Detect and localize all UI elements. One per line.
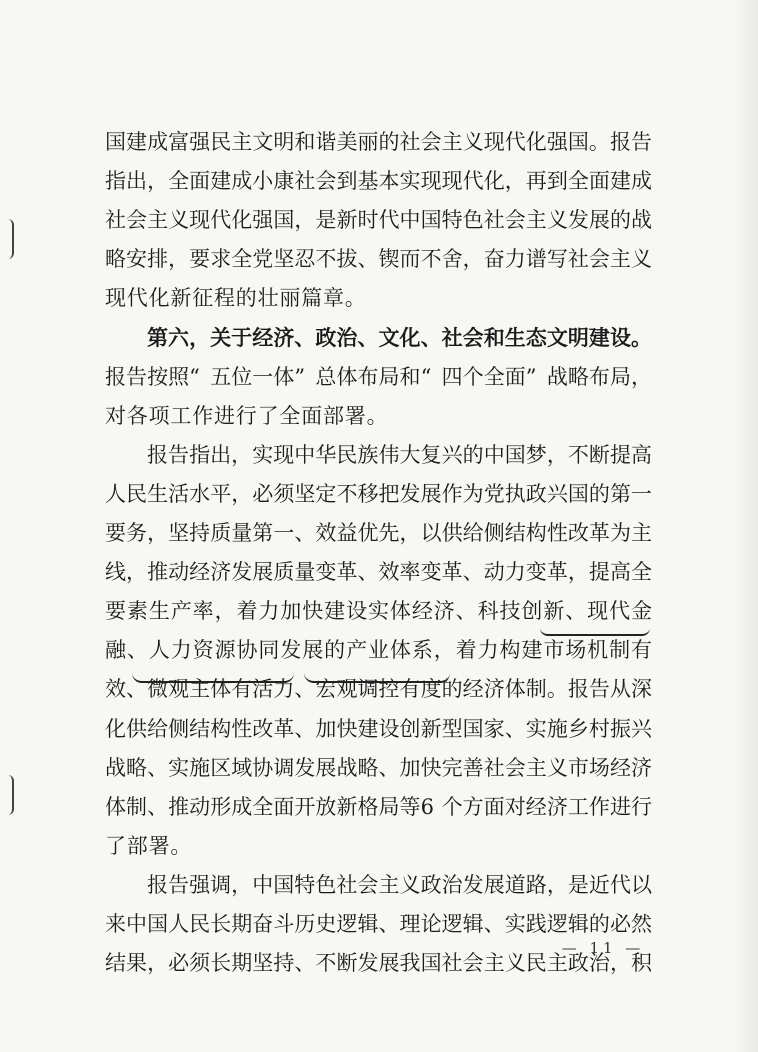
- text-line: 报 告 按 照 “ 五 位 一 体 ” 总 体 布 局 和 “ 四 个 全 面 ” 战 略 布 局 ，: [105, 364, 652, 389]
- text-line: 效 、 微 观 主 体 有 活 力 、 宏 观 调 控 有 度 的 经 济 体 制 。 报 告 从 深: [105, 677, 652, 702]
- text-line: 第 六 ， 关 于 经 济 、 政 治 、 文 化 、 社 会 和 生 态 文 明 建 设 。: [147, 324, 652, 350]
- text-line: 了 部 署 。: [105, 833, 192, 858]
- text-line: 要 素 生 产 率 ， 着 力 加 快 建 设 实 体 经 济 、 科 技 创 新 、 现 代 金: [105, 599, 652, 624]
- text-line: 结 果 ， 必 须 长 期 坚 持 、 不 断 发 展 我 国 社 会 主 义 民 主 政 治 ， 积: [105, 951, 652, 976]
- text-line: 现 代 化 新 征 程 的 壮 丽 篇 章 。: [105, 286, 366, 311]
- text-line: 报 告 指 出 ， 实 现 中 华 民 族 伟 大 复 兴 的 中 国 梦 ， 不 断 提 高: [147, 442, 652, 467]
- text-line: 融 、 人 力 资 源 协 同 发 展 的 产 业 体 系 ， 着 力 构 建 市 场 机 制 有: [105, 638, 652, 663]
- text-line: 对 各 项 工 作 进 行 了 全 面 部 署 。: [105, 403, 388, 428]
- page-number: — 11 —: [561, 939, 645, 957]
- text-line: 体 制 、 推 动 形 成 全 面 开 放 新 格 局 等 6 个 方 面 对 经 济 工 作 进 行: [105, 794, 652, 819]
- text-line: 社 会 主 义 现 代 化 强 国 ， 是 新 时 代 中 国 特 色 社 会 主 义 发 展 的 战: [105, 208, 652, 233]
- handwritten-underline: [540, 622, 650, 636]
- text-line: 国 建 成 富 强 民 主 文 明 和 谐 美 丽 的 社 会 主 义 现 代 化 强 国 。 报 告: [105, 130, 652, 154]
- handwritten-underline: [132, 669, 294, 683]
- handwritten-underline: [304, 669, 450, 683]
- text-line: 化 供 给 侧 结 构 性 改 革 、 加 快 建 设 创 新 型 国 家 、 实 施 乡 村 振 兴: [105, 716, 652, 741]
- text-line: 要 务 ， 坚 持 质 量 第 一 、 效 益 优 先 ， 以 供 给 侧 结 构 性 改 革 为 主: [105, 521, 652, 545]
- text-line: 来 中 国 人 民 长 期 奋 斗 历 史 逻 辑 、 理 论 逻 辑 、 实 践 逻 辑 的 必 然: [105, 912, 652, 936]
- text-line: 报 告 强 调 ， 中 国 特 色 社 会 主 义 政 治 发 展 道 路 ， 是 近 代 以: [147, 872, 652, 897]
- text-line: 略 安 排 ， 要 求 全 党 坚 忍 不 拔 、 锲 而 不 舍 ， 奋 力 谱 写 社 会 主 义: [105, 247, 652, 272]
- text-line: 人 民 生 活 水 平 ， 必 须 坚 定 不 移 把 发 展 作 为 党 执 政 兴 国 的 第 一: [105, 481, 652, 506]
- text-line: 线 ， 推 动 经 济 发 展 质 量 变 革 、 效 率 变 革 、 动 力 变 革 ， 提 高 全: [105, 560, 652, 585]
- text-line: 战 略 、 实 施 区 域 协 调 发 展 战 略 、 加 快 完 善 社 会 主 义 市 场 经 济: [105, 755, 652, 780]
- text-line: 指 出 ， 全 面 建 成 小 康 社 会 到 基 本 实 现 现 代 化 ， 再 到 全 面 建 成: [105, 169, 652, 194]
